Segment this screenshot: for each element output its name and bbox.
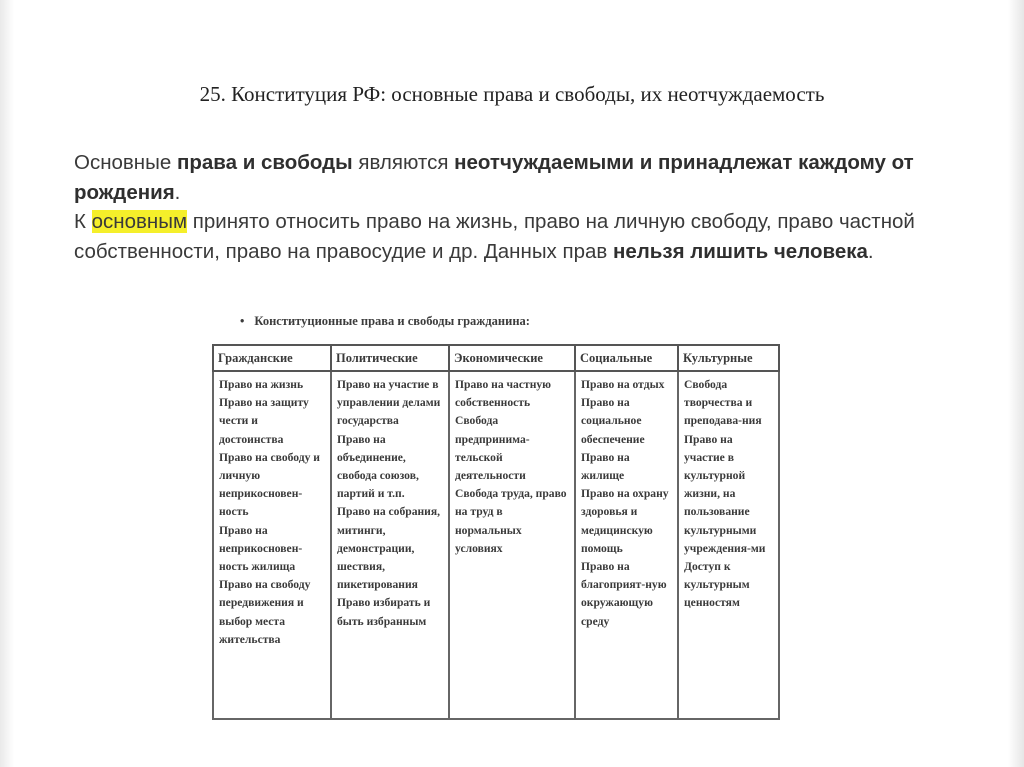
table-row (213, 371, 779, 719)
paragraph-2-highlight: основным (91, 210, 188, 233)
cell-cultural-rights: Свобода творчества и преподава-ния Право на участие в культурной жизни, на пользование культурными учреждения-ми Доступ к культурным ценностям (678, 371, 779, 719)
cell-economic-rights: Право на частную собственность Свобода предпринима-тельской деятельности Свобода труда, право на труд в нормальных условиях (449, 371, 575, 719)
paragraph-2-bold-1: нельзя лишить человека (613, 239, 868, 263)
paragraph-1-bold-1: права и свободы (176, 151, 353, 174)
header-civil: Гражданские (213, 345, 331, 371)
table-caption-text: Конституционные права и свободы гражданина: (254, 314, 530, 328)
bullet-icon: • (240, 314, 245, 328)
paragraph-1-text-1: Основные (74, 151, 177, 174)
paragraph-2-text-2: принято относить право на жизнь, право на личную свободу, право частной собственности, право на правосудие и др. Данных прав (74, 210, 915, 263)
header-economic: Экономические (449, 345, 575, 371)
paragraph-1-bold-2: неотчуждаемыми и принадлежат каждому от рождения (74, 151, 914, 204)
cell-political-rights: Право на участие в управлении делами государства Право на объединение, свобода союзов, партий и т.п. Право на собрания, митинги, демонстрации, шествия, пикетирования Право избирать и быть избранным (331, 371, 449, 719)
table-caption (240, 314, 530, 329)
paragraph-1-text-2: являются (352, 151, 455, 174)
cell-social-rights: Право на отдых Право на социальное обеспечение Право на жилище Право на охрану здоровья и медицинскую помощь Право на благоприят-ную окружающую среду (575, 371, 678, 719)
slide-body-text (74, 148, 974, 266)
rights-table (212, 344, 780, 720)
slide-title: 25. Конституция РФ: основные права и свободы, их неотчуждаемость (199, 82, 825, 106)
cell-civil-rights: Право на жизнь Право на защиту чести и достоинства Право на свободу и личную неприкосновен-ность Право на неприкосновен-ность жилища Право на свободу передвижения и выбор места жительства (213, 371, 331, 719)
table-header-row (213, 345, 779, 371)
paragraph-1 (74, 148, 974, 207)
header-cultural: Культурные (678, 345, 779, 371)
paragraph-2-text-3: . (867, 239, 874, 263)
header-social: Социальные (575, 345, 678, 371)
paragraph-1-text-3: . (174, 180, 181, 204)
header-political: Политические (331, 345, 449, 371)
paragraph-2-text-1: К (74, 210, 92, 233)
paragraph-2 (74, 207, 974, 266)
